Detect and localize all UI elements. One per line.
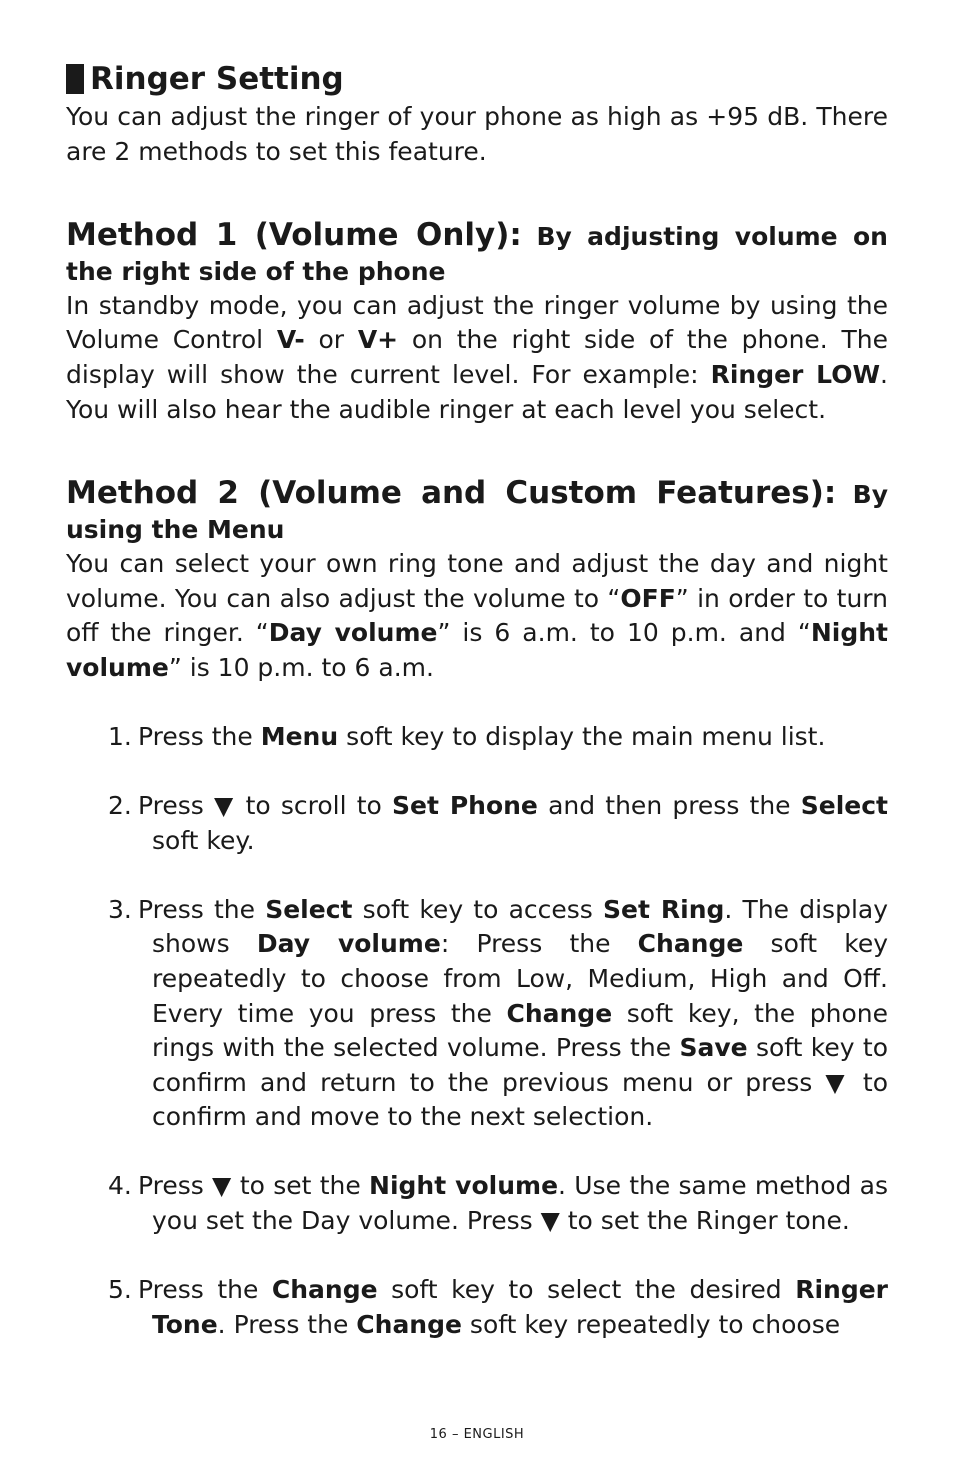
step-text-run: soft key to confirm and return to the previous menu or press ▼ to confirm and move to the next selection. [152, 1033, 889, 1132]
step-text-run: soft key to access [352, 894, 604, 924]
step-text-run: and then press the [537, 791, 801, 821]
step-text [138, 1171, 888, 1235]
step-text-run: Press ▼ to scroll to [138, 791, 392, 821]
step-number: 4. [108, 1171, 132, 1201]
step-text-run: . Use the same method as you set the Day volume. Press ▼ to set the Ringer tone. [152, 1171, 889, 1235]
step-key-term: Menu [260, 721, 339, 751]
step-key-term: Save [679, 1033, 748, 1063]
method1-title: Method 1 (Volume Only): [66, 216, 522, 253]
section-title-text: Ringer Setting [90, 61, 344, 97]
step-text-run: soft key to select the desired [377, 1275, 796, 1305]
steps-list [66, 720, 888, 1342]
step-text [138, 722, 825, 751]
method1-text: In standby mode, you can adjust the ringer volume by using the Volume Control [66, 290, 888, 355]
method2-subtitle: By using the Menu [66, 479, 888, 544]
step-number: 5. [108, 1275, 132, 1305]
step-item [66, 893, 888, 1135]
method2-heading [66, 476, 888, 547]
step-key-term: Change [356, 1309, 462, 1339]
step-text [138, 791, 888, 855]
step-text-run: Press the [138, 1275, 272, 1305]
method2-text: ” is 6 a.m. to 10 p.m. and “ [437, 618, 811, 648]
step-key-term: Day volume [256, 929, 441, 959]
page-footer: 16 – ENGLISH [429, 1427, 525, 1442]
method1-heading [66, 218, 888, 289]
step-text-run: soft key repeatedly to choose [461, 1309, 841, 1339]
step-key-term: Night volume [369, 1171, 559, 1201]
step-key-term: Set Phone [392, 791, 538, 821]
step-text-run: . The display shows [152, 894, 889, 959]
method2-paragraph [66, 547, 888, 686]
step-key-term: Change [271, 1275, 378, 1305]
step-text-run: Press the [138, 721, 261, 751]
step-key-term: Select [800, 791, 889, 821]
method1-text: or [304, 325, 358, 355]
step-number: 3. [108, 894, 132, 924]
method2-title: Method 2 (Volume and Custom Features): [66, 474, 837, 511]
step-text [138, 1275, 888, 1339]
step-item [66, 720, 888, 755]
step-text [138, 895, 888, 1132]
method1-text: on the right side of the phone. The display will show the current level. For example: [66, 325, 888, 390]
section-title [66, 58, 888, 100]
method2-text: ” is 10 p.m. to 6 a.m. [168, 653, 434, 683]
step-text-run: . Press the [217, 1309, 357, 1339]
section-marker-bar [66, 64, 84, 94]
step-item [66, 1169, 888, 1238]
step-key-term: Change [637, 929, 744, 959]
step-text-run: Press the [138, 894, 266, 924]
method2-text: You can select your own ring tone and adjust the day and night volume. You can also adjust the volume to “ [66, 548, 888, 613]
step-item [66, 1273, 888, 1342]
step-text-run: : Press the [440, 929, 638, 959]
intro-paragraph: You can adjust the ringer of your phone as high as +95 dB. There are 2 methods to set this feature. [66, 102, 888, 166]
display-example: Ringer LOW [710, 360, 881, 390]
off-term: OFF [620, 583, 676, 613]
step-text-run: soft key. [152, 825, 255, 855]
step-item [66, 789, 888, 858]
step-text-run: soft key to display the main menu list. [338, 721, 826, 751]
step-text-run: soft key repeatedly to choose from Low, Medium, High and Off. Every time you press the [152, 929, 888, 1028]
step-key-term: Change [506, 998, 613, 1028]
method1-text: . You will also hear the audible ringer at each level you select. [66, 360, 888, 424]
method1-subtitle: By adjusting volume on the right side of the phone [66, 221, 888, 286]
step-text-run: soft key, the phone rings with the selected volume. Press the [152, 998, 888, 1063]
volume-minus-key: V- [276, 325, 305, 355]
volume-plus-key: V+ [357, 325, 399, 355]
step-number: 2. [108, 791, 132, 821]
day-volume-term: Day volume [268, 618, 438, 648]
step-number: 1. [108, 721, 132, 751]
method1-paragraph [66, 289, 888, 428]
step-key-term: Ringer Tone [152, 1275, 889, 1339]
step-key-term: Set Ring [603, 894, 725, 924]
step-text-run: Press ▼ to set the [138, 1171, 370, 1201]
night-volume-term: Night volume [66, 618, 888, 683]
step-key-term: Select [265, 894, 353, 924]
manual-page [66, 58, 888, 1377]
method2-text: ” in order to turn off the ringer. “ [66, 583, 888, 648]
